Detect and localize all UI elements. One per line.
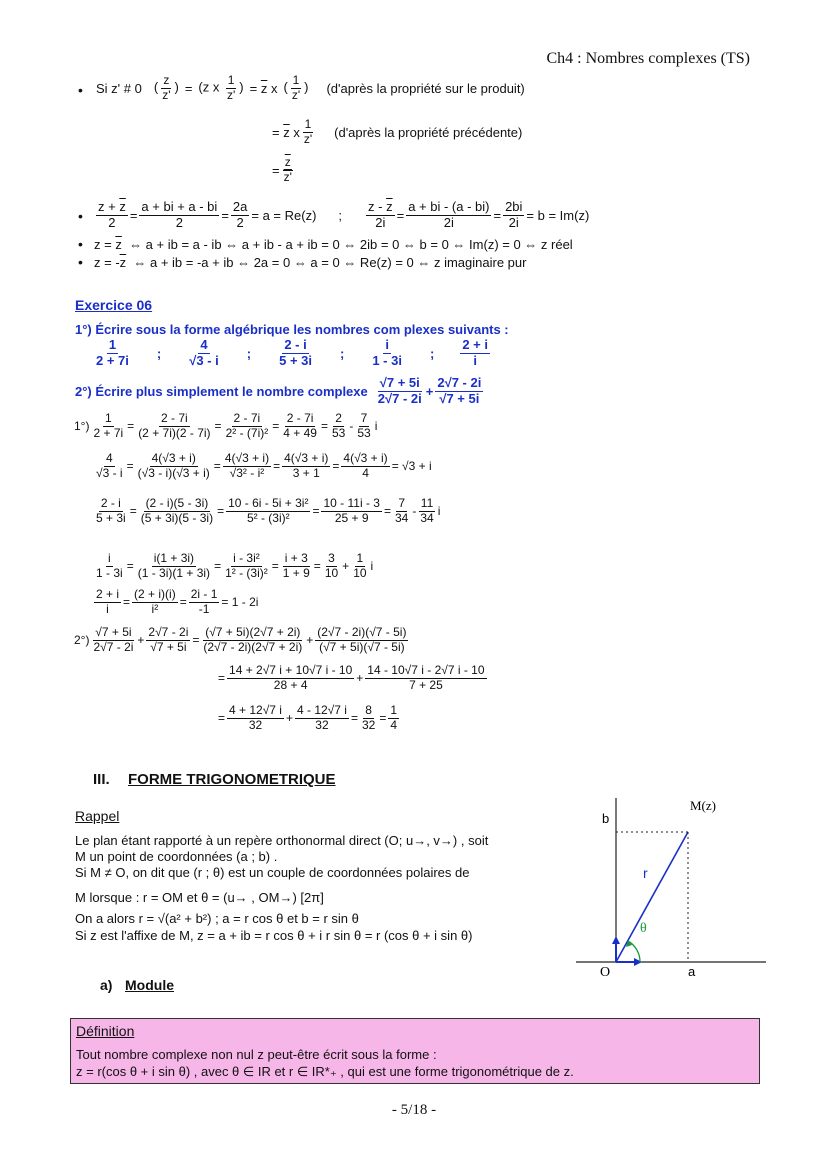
u-arrowhead [634, 958, 642, 966]
question-2-text: 2°) Écrire plus simplement le nombre complexe [75, 383, 368, 399]
point-m-label: M(z) [690, 798, 716, 813]
theta-label: θ [640, 921, 647, 936]
condition-text: Si z' # 0 [96, 80, 142, 96]
subsection-module: Module [125, 977, 174, 993]
solution-2a: 2°) $\frac{√7 + 5i}{2√7 - 2i}$ + $\frac{2√7 - 2i}{√7 + 5i}$ = $\frac{(√7 + 5i)(2√7 + 2i)}{(2√7 - 2i)(2√7 + 2i)}$ + $\frac{(2√7 - 2i)(√7 - 5i)}{(√7 + 5i)(√7 - 5i)}$ [74, 625, 407, 654]
r-label: r [643, 865, 648, 881]
page-number: - 5/18 - [391, 1102, 437, 1118]
imaginary-chain: ⇔ a + ib = -a + ib ⇔ 2a = 0 ⇔ a = 0 ⇔ Re(z) = 0 ⇔ z imaginaire pur [133, 255, 527, 270]
exercise-title: Exercice 06 [75, 297, 153, 313]
definition-title: Définition [76, 1023, 135, 1039]
rappel-p2: M un point de coordonnées (a ; b) . [75, 849, 278, 864]
rappel-p6: Si z est l'affixe de M, z = a + ib = r cos θ + i r sin θ = r (cos θ + i sin θ) [75, 928, 473, 943]
rappel-p1: Le plan étant rapporté à un repère orthonormal direct (O; u→, v→) , soit [75, 833, 489, 848]
solution-2c: = $\frac{4 + 12√7 i}{32}$ + $\frac{4 - 12√7 i}{32}$ = $\frac{8}{32}$ = $\frac{1}{4}$ [218, 703, 398, 732]
exercise-question-2: 2°) Écrire plus simplement le nombre complexe $\frac{√7 + 5i}{2√7 - 2i}$ + $\frac{2√7 - 2i}{√7 + 5i}$ [75, 375, 482, 406]
rappel-label: Rappel [75, 808, 120, 824]
section-number: III. [93, 771, 110, 788]
subsection-letter: a) [100, 977, 113, 993]
origin-label: O [600, 965, 611, 980]
re-result: = a = Re(z) [251, 207, 317, 223]
solution-1d: $\frac{i}{1 - 3i}$ = $\frac{i(1 + 3i)}{(1 - 3i)(1 + 3i)}$ = $\frac{\text{i - 3i²}}{\text{1² - (3i)²}}$ = $\frac{i + 3}{1 + 9}$ = $\frac{3}{10}$ + $\frac{1}{10}$ i [96, 551, 374, 580]
v-arrowhead [612, 936, 620, 944]
bullet: • [78, 254, 83, 270]
bullet: • [78, 82, 83, 98]
re-im-formula: $\frac{z + \overline{z}}{2}$ = $\frac{a + bi + a - bi}{2}$ = $\frac{2a}{2}$ = a = Re(z) ; $\frac{z - \overline{z}}{2i}$ = $\frac{a + bi - (a - bi)}{2i}$ = $\frac{2bi}{2i}$ = b = Im(z) [98, 199, 590, 230]
comment-product: (d'après la propriété sur le produit) [326, 80, 525, 96]
rappel-p5: On a alors r = √(a² + b²) ; a = r cos θ et b = r sin θ [75, 911, 359, 926]
im-result: = b = Im(z) [526, 207, 590, 223]
exercise-question-1: 1°) Écrire sous la forme algébrique les nombres com plexes suivants : [75, 322, 509, 337]
conjugate-step-3: = $\frac{\overline{z}}{z'}$ [272, 155, 292, 184]
polar-figure [570, 790, 770, 990]
real-condition: $z = \overline{z}$ ⇔ a + ib = a - ib ⇔ a + ib - a + ib = 0 ⇔ 2ib = 0 ⇔ b = 0 ⇔ Im(z) = 0 ⇔ z réel [94, 237, 573, 252]
definition-box [70, 1018, 760, 1084]
definition-line-1: Tout nombre complexe non nul z peut-être écrit sous la forme : [76, 1047, 437, 1062]
rappel-p3: Si M ≠ O, on dit que (r ; θ) est un couple de coordonnées polaires de [75, 865, 470, 880]
real-chain: ⇔ a + ib = a - ib ⇔ a + ib - a + ib = 0 ⇔ 2ib = 0 ⇔ b = 0 ⇔ Im(z) = 0 ⇔ z réel [129, 237, 573, 252]
a-label: a [688, 964, 696, 979]
definition-line-2: z = r(cos θ + i sin θ) , avec θ ∈ IR et r ∈ IR*₊ , qui est une forme trigonométrique de z. [76, 1064, 574, 1079]
separator: ; [338, 207, 343, 223]
solution-1a: 1°) $\frac{1}{2 + 7i}$ = $\frac{2 - 7i}{(2 + 7i)(2 - 7i)}$ = $\frac{2 - 7i}{\text{2² - (7i)²}}$ = $\frac{2 - 7i}{4 + 49}$ = $\frac{2}{53}$ - $\frac{7}{53}$ i [74, 411, 378, 440]
rappel-p4: M lorsque : r = OM et θ = (u→ , OM→) [2π] [75, 890, 324, 905]
b-label: b [602, 811, 610, 826]
bullet: • [78, 208, 83, 224]
solution-2b: = $\frac{14 + 2√7 i + 10√7 i - 10}{28 + 4}$ + $\frac{14 - 10√7 i - 2√7 i - 10}{7 + 25}$ [218, 663, 485, 692]
exercise-q1-numbers: $\frac{1}{2 + 7i}$ ; $\frac{4}{√3 - i}$ ; $\frac{2 - i}{5 + 3i}$ ; $\frac{i}{1 - 3i}$ ; $\frac{2 + i}{i}$ [96, 337, 488, 368]
bullet: • [78, 236, 83, 252]
section-heading: FORME TRIGONOMETRIQUE [128, 771, 336, 788]
page-header-title: Ch4 : Nombres complexes (TS) [546, 50, 750, 67]
comment-previous: (d'après la propriété précédente) [334, 124, 523, 140]
solution-1e: $\frac{2 + i}{i}$ = $\frac{(2 + i)(i)}{\text{i²}}$ = $\frac{2i - 1}{-1}$ = 1 - 2i [96, 587, 259, 616]
om-vector [616, 832, 688, 962]
conjugate-step-2: = $\overline{z}$ x $\frac{1}{z'}$ (d'après la propriété précédente) [272, 117, 523, 146]
imaginary-condition: $z = -\overline{z}$ ⇔ a + ib = -a + ib ⇔ 2a = 0 ⇔ a = 0 ⇔ Re(z) = 0 ⇔ z imaginaire pur [94, 255, 527, 270]
solution-1c: $\frac{2 - i}{5 + 3i}$ = $\frac{(2 - i)(5 - 3i)}{(5 + 3i)(5 - 3i)}$ = $\frac{\text{10 - 6i - 5i + 3i²}}{\text{5² - (3i)²}}$ = $\frac{10 - 11i - 3}{25 + 9}$ = $\frac{7}{34}$ - $\frac{11}{34}$ i [96, 496, 441, 525]
solution-1b: $\frac{4}{√3 - i}$ = $\frac{4(√3 + i)}{(√3 - i)(√3 + i)}$ = $\frac{4(√3 + i)}{\text{√3² - i²}}$ = $\frac{4(√3 + i)}{3 + 1}$ = $\frac{4(√3 + i)}{4}$ = √3 + i [96, 451, 432, 480]
conjugate-quotient-line: Si z' # 0 ( $\frac{z}{z'}$ ) = (z x $\frac{1}{z'}$ ) = $\overline{z}$ x ( $\frac{1}{z'}$ ) (d'après la propriété sur le produit) [96, 73, 525, 102]
